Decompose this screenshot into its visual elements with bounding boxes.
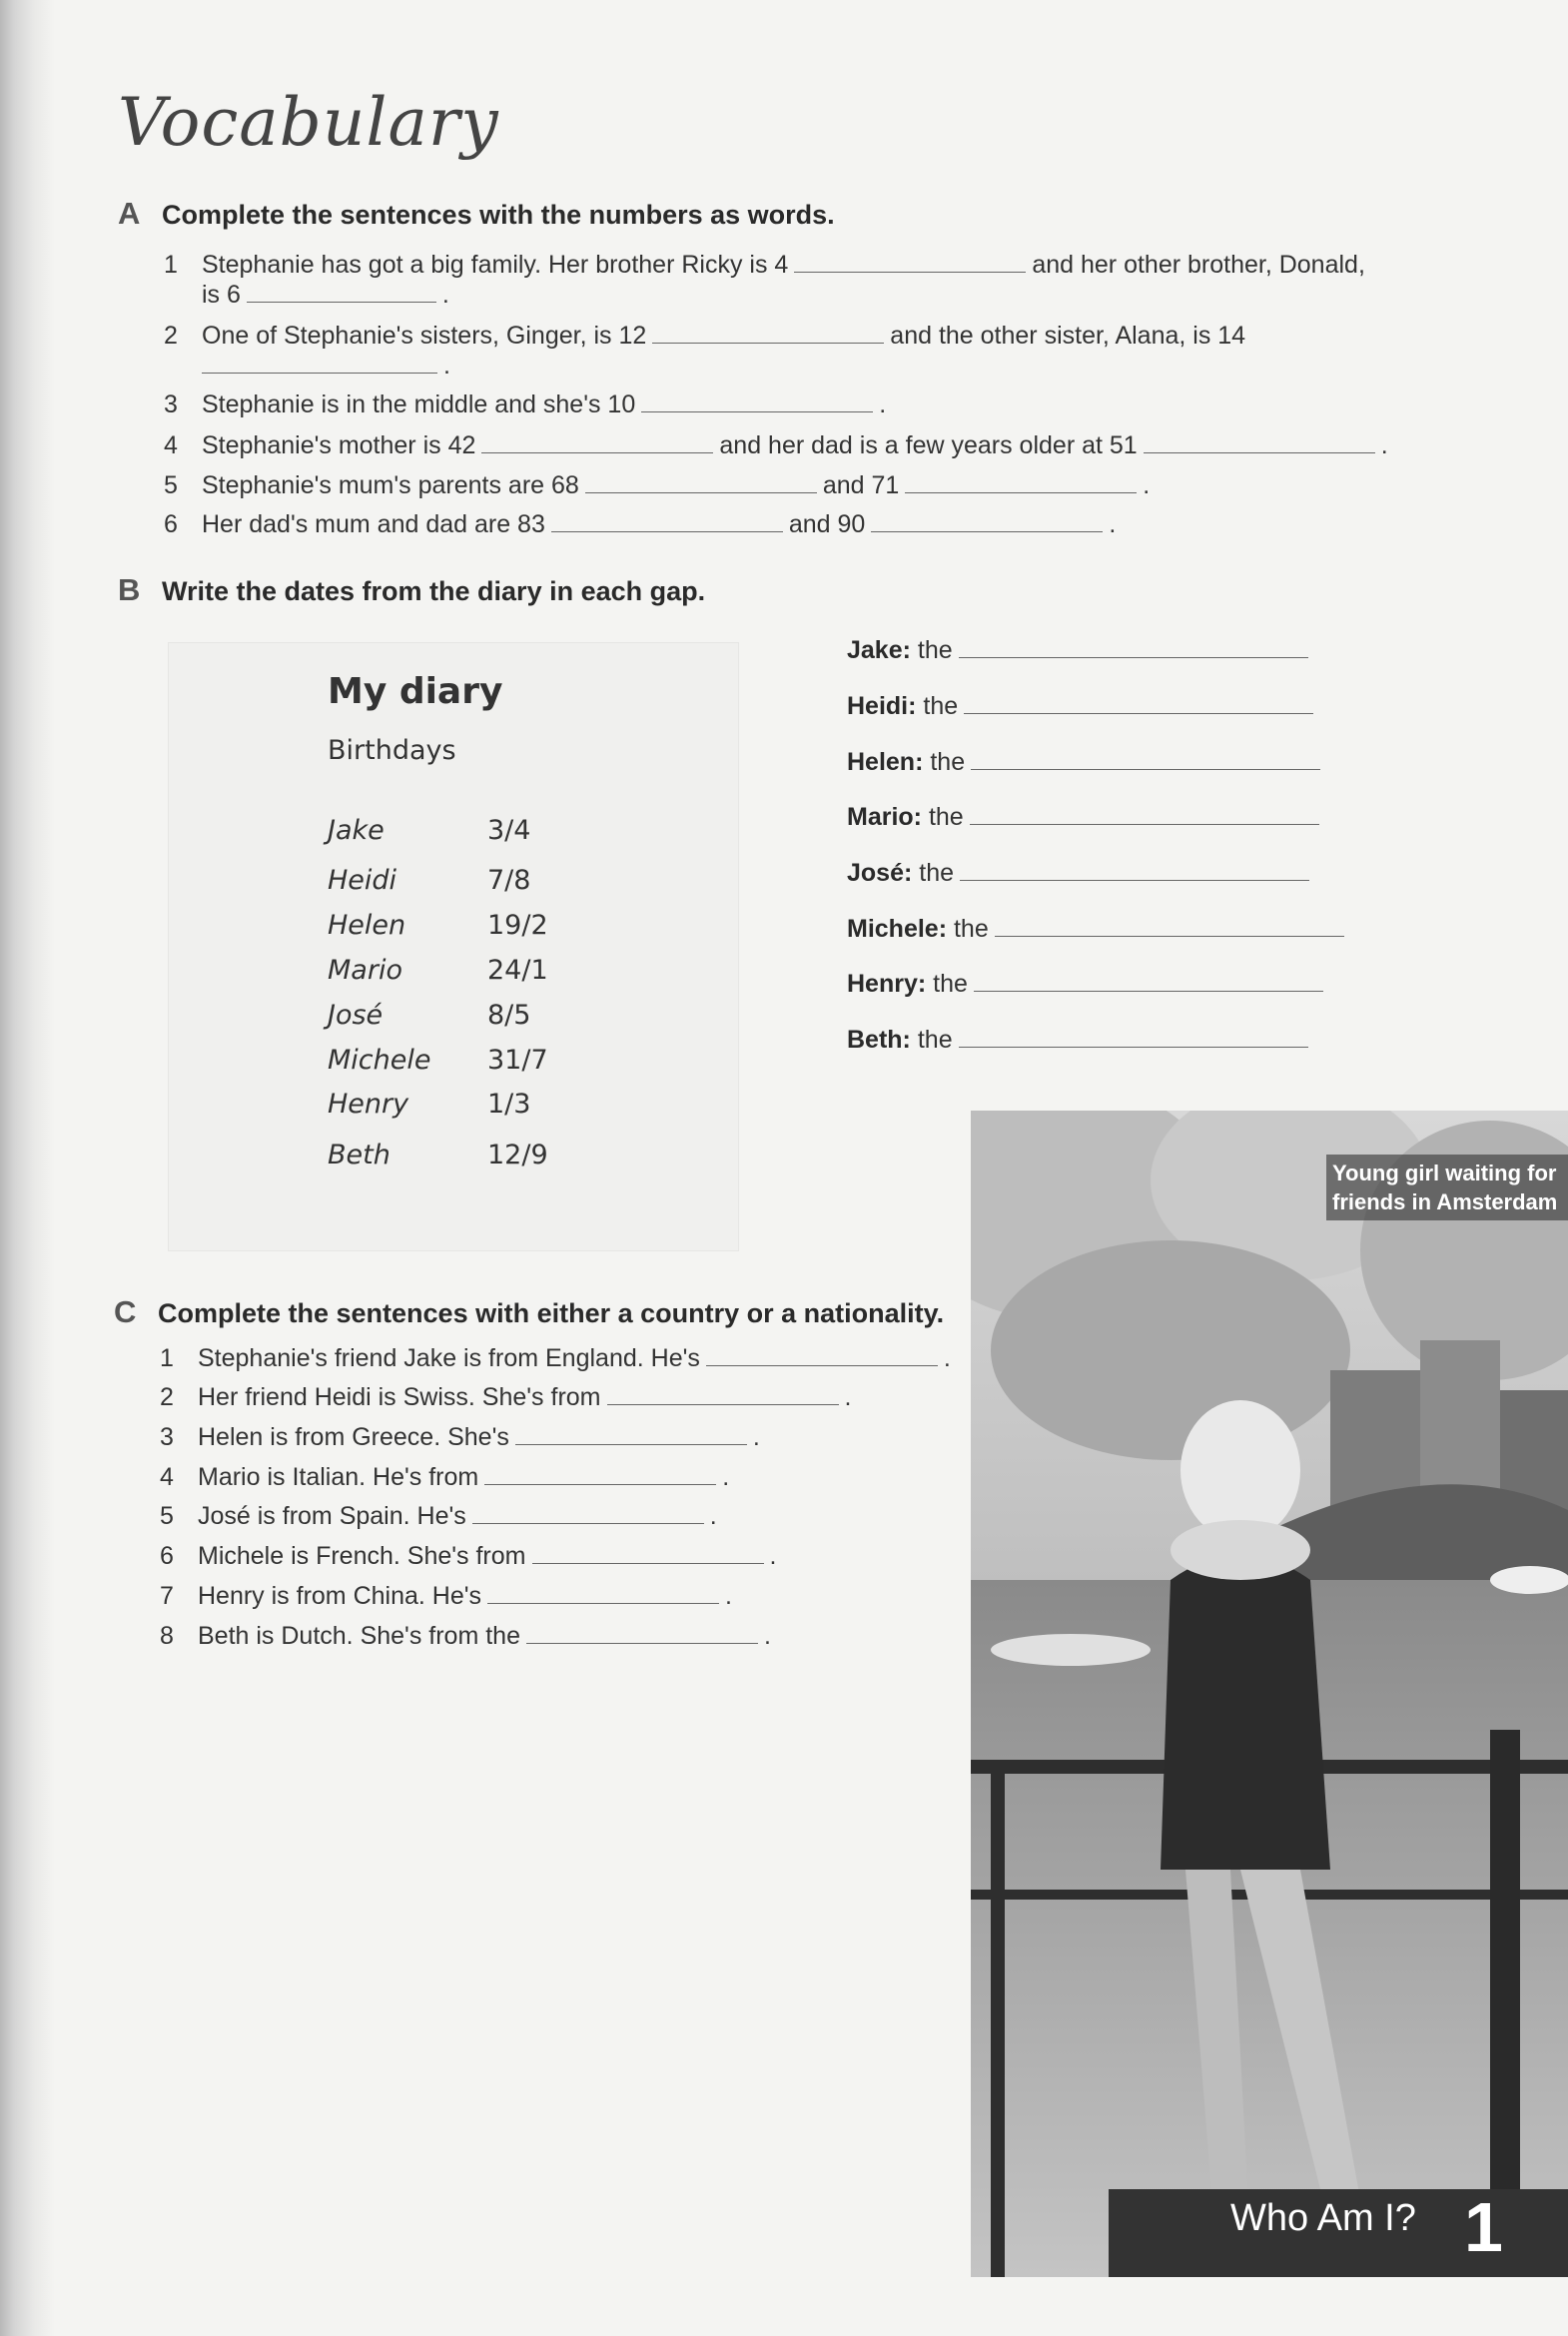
answer-heidi	[847, 692, 1319, 721]
section-a-instruction: Complete the sentences with the numbers as words.	[162, 200, 835, 230]
item-end: .	[1143, 471, 1151, 499]
answer-blank[interactable]	[551, 530, 783, 532]
diary-name: Michele	[328, 1045, 431, 1076]
item-text: Her friend Heidi is Swiss. She's from	[198, 1383, 601, 1411]
unit-title: Who Am I?	[1230, 2197, 1416, 2239]
diary-name: José	[328, 1000, 384, 1031]
answer-name: Michele:	[847, 915, 948, 943]
answer-blank[interactable]	[532, 1562, 764, 1564]
unit-number: 1	[1464, 2188, 1503, 2266]
answer-jake	[847, 636, 1314, 665]
answer-blank[interactable]	[970, 823, 1319, 825]
c-item-1	[160, 1344, 951, 1373]
diary-row-jose	[328, 1000, 531, 1031]
diary-date: 19/2	[487, 910, 548, 941]
amsterdam-photo	[971, 1111, 1568, 2277]
a-item-1-cont	[202, 281, 449, 310]
item-text: is 6	[202, 281, 241, 309]
section-c-heading	[114, 1294, 944, 1330]
answer-henry	[847, 970, 1329, 999]
answer-blank[interactable]	[487, 1602, 719, 1604]
answer-blank[interactable]	[472, 1522, 704, 1524]
answer-blank[interactable]	[202, 372, 437, 374]
answer-name: Henry:	[847, 970, 927, 998]
item-number: 6	[164, 510, 178, 538]
item-number: 8	[160, 1622, 174, 1650]
a-item-3	[164, 390, 886, 419]
photo-caption	[1326, 1155, 1568, 1220]
answer-name: Heidi:	[847, 692, 917, 720]
item-number: 1	[160, 1344, 174, 1372]
answer-blank[interactable]	[974, 990, 1323, 992]
diary-subtitle: Birthdays	[328, 735, 456, 766]
answer-blank[interactable]	[247, 301, 436, 303]
section-c-instruction: Complete the sentences with either a country or a nationality.	[158, 1298, 945, 1328]
c-item-5	[160, 1502, 717, 1531]
a-item-4	[164, 431, 1388, 460]
item-text: Stephanie's mum's parents are 68	[202, 471, 579, 499]
a-item-1	[164, 251, 1365, 280]
c-item-3	[160, 1423, 760, 1452]
answer-name: Jake:	[847, 636, 911, 664]
item-text: Helen is from Greece. She's	[198, 1423, 509, 1451]
answer-blank[interactable]	[1144, 451, 1375, 453]
item-number: 1	[164, 251, 178, 279]
item-end: .	[943, 1344, 951, 1372]
item-end: .	[722, 1463, 730, 1491]
item-text: Stephanie is in the middle and she's 10	[202, 390, 636, 418]
c-item-4	[160, 1463, 729, 1492]
diary-row-helen	[328, 910, 548, 941]
a-item-5	[164, 471, 1150, 500]
diary-row-michele	[328, 1045, 548, 1076]
item-end: .	[844, 1383, 852, 1411]
section-b-letter: B	[118, 572, 141, 607]
c-item-8	[160, 1622, 771, 1651]
answer-blank[interactable]	[481, 451, 713, 453]
item-end: .	[441, 281, 449, 309]
answer-helen	[847, 748, 1326, 777]
item-number: 5	[164, 471, 178, 499]
answer-blank[interactable]	[526, 1642, 758, 1644]
answer-mario	[847, 803, 1325, 832]
diary-name: Helen	[328, 910, 406, 941]
diary-card	[168, 642, 739, 1251]
item-end: .	[879, 390, 887, 418]
item-end: .	[769, 1542, 777, 1570]
item-text: Her dad's mum and dad are 83	[202, 510, 545, 538]
item-text: and 71	[822, 471, 900, 499]
item-end: .	[1380, 431, 1388, 459]
item-number: 3	[160, 1423, 174, 1451]
answer-blank[interactable]	[607, 1403, 839, 1405]
answer-blank[interactable]	[960, 879, 1309, 881]
answer-article: the	[953, 915, 989, 943]
answer-blank[interactable]	[971, 768, 1320, 770]
diary-date: 3/4	[487, 815, 531, 846]
item-text: and her other brother, Donald,	[1032, 251, 1365, 279]
caption-line: Young girl waiting for	[1332, 1161, 1557, 1185]
item-number: 3	[164, 390, 178, 418]
book-spine-shadow	[0, 0, 55, 2336]
answer-blank[interactable]	[515, 1443, 747, 1445]
item-text: Stephanie's friend Jake is from England. He's	[198, 1344, 700, 1372]
item-end: .	[443, 352, 450, 380]
item-number: 4	[160, 1463, 174, 1491]
a-item-2-cont	[202, 352, 450, 381]
item-text: Beth is Dutch. She's from the	[198, 1622, 520, 1650]
c-item-6	[160, 1542, 776, 1571]
section-a-letter: A	[118, 196, 141, 231]
answer-blank[interactable]	[484, 1483, 716, 1485]
section-a-heading	[118, 196, 835, 232]
item-text: Henry is from China. He's	[198, 1582, 482, 1610]
item-text: and the other sister, Alana, is 14	[890, 322, 1246, 350]
answer-name: Helen:	[847, 748, 924, 776]
item-text: Stephanie has got a big family. Her brother Ricky is 4	[202, 251, 789, 279]
diary-date: 7/8	[487, 865, 531, 896]
diary-name: Heidi	[328, 865, 397, 896]
item-number: 5	[160, 1502, 174, 1530]
section-b-instruction: Write the dates from the diary in each gap.	[162, 576, 706, 606]
page-title: Vocabulary	[118, 84, 499, 161]
item-end: .	[1109, 510, 1117, 538]
diary-name: Henry	[328, 1089, 409, 1120]
answer-name: José:	[847, 859, 913, 887]
item-end: .	[763, 1622, 771, 1650]
answer-name: Mario:	[847, 803, 922, 831]
answer-article: the	[928, 803, 964, 831]
diary-date: 8/5	[487, 1000, 531, 1031]
answer-blank[interactable]	[905, 491, 1137, 493]
diary-name: Jake	[328, 815, 385, 846]
diary-date: 24/1	[487, 955, 548, 986]
answer-name: Beth:	[847, 1026, 911, 1054]
item-text: and her dad is a few years older at 51	[719, 431, 1138, 459]
item-text: Michele is French. She's from	[198, 1542, 526, 1570]
item-text: Mario is Italian. He's from	[198, 1463, 479, 1491]
item-text: One of Stephanie's sisters, Ginger, is 12	[202, 322, 647, 350]
diary-row-henry	[328, 1089, 531, 1120]
diary-row-heidi	[328, 865, 531, 896]
answer-blank[interactable]	[652, 342, 884, 344]
item-number: 7	[160, 1582, 174, 1610]
answer-blank[interactable]	[641, 410, 873, 412]
answer-blank[interactable]	[794, 271, 1026, 273]
diary-name: Beth	[328, 1140, 391, 1170]
answer-jose	[847, 859, 1315, 888]
photo-illustration	[971, 1111, 1568, 2277]
diary-date: 1/3	[487, 1089, 531, 1120]
section-b-heading	[118, 572, 705, 608]
c-item-7	[160, 1582, 732, 1611]
answer-blank[interactable]	[585, 491, 817, 493]
answer-blank[interactable]	[964, 712, 1313, 714]
answer-article: the	[930, 748, 966, 776]
item-number: 2	[160, 1383, 174, 1411]
answer-article: the	[917, 1026, 953, 1054]
a-item-6	[164, 510, 1116, 539]
section-c-letter: C	[114, 1294, 137, 1329]
diary-name: Mario	[328, 955, 402, 986]
item-number: 4	[164, 431, 178, 459]
item-text: and 90	[788, 510, 866, 538]
answer-article: the	[923, 692, 959, 720]
diary-row-mario	[328, 955, 548, 986]
diary-title: My diary	[328, 671, 503, 712]
item-number: 6	[160, 1542, 174, 1570]
answer-blank[interactable]	[959, 1046, 1308, 1048]
item-end: .	[709, 1502, 717, 1530]
answer-michele	[847, 915, 1350, 944]
answer-beth	[847, 1026, 1314, 1055]
item-text: Stephanie's mother is 42	[202, 431, 476, 459]
a-item-2	[164, 322, 1245, 351]
item-end: .	[752, 1423, 760, 1451]
diary-row-jake	[328, 815, 531, 846]
c-item-2	[160, 1383, 851, 1412]
answer-article: the	[919, 859, 955, 887]
item-number: 2	[164, 322, 178, 350]
answer-blank[interactable]	[959, 656, 1308, 658]
answer-blank[interactable]	[706, 1364, 938, 1366]
diary-date: 31/7	[487, 1045, 548, 1076]
diary-date: 12/9	[487, 1140, 548, 1170]
answer-blank[interactable]	[995, 935, 1344, 937]
item-text: José is from Spain. He's	[198, 1502, 466, 1530]
answer-article: the	[933, 970, 968, 998]
answer-article: the	[917, 636, 953, 664]
caption-line: friends in Amsterdam	[1332, 1189, 1558, 1214]
diary-row-beth	[328, 1140, 548, 1170]
item-end: .	[725, 1582, 732, 1610]
answer-blank[interactable]	[871, 530, 1103, 532]
